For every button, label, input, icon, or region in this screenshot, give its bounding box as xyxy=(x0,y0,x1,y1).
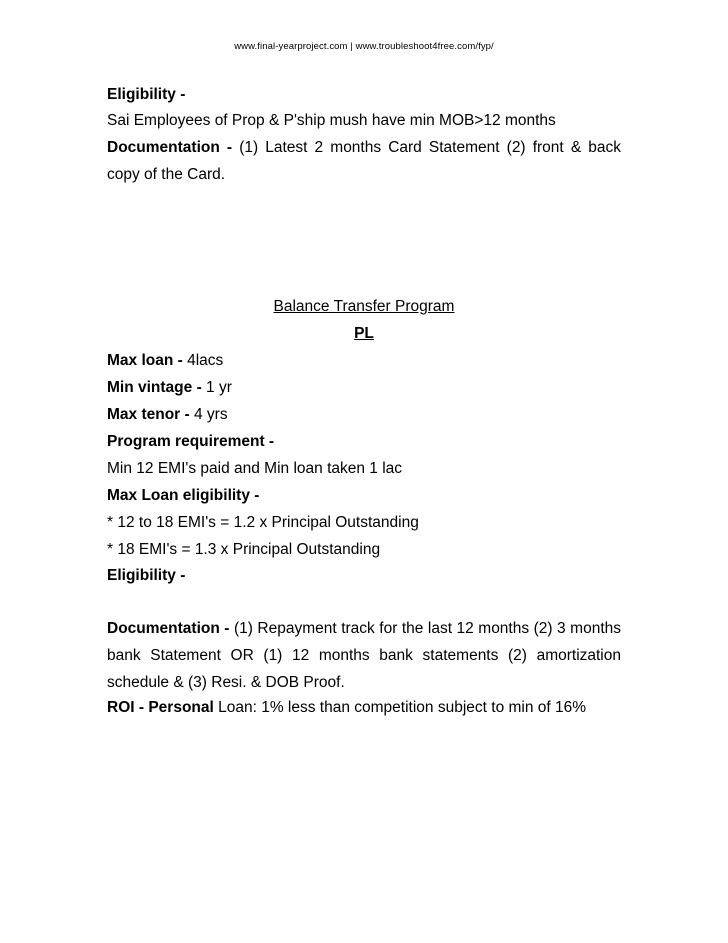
min-vintage-label: Min vintage - xyxy=(107,379,202,396)
documentation2-line-3: schedule & (3) Resi. & DOB Proof. xyxy=(107,674,345,691)
documentation-line-1 xyxy=(107,138,621,158)
page-header-url: www.final-yearproject.com | www.troubleshoot4free.com/fyp/ xyxy=(234,41,494,52)
documentation2-heading: Documentation - xyxy=(107,620,230,637)
max-loan-label: Max loan - xyxy=(107,352,183,369)
roi-text: Loan: 1% less than competition subject to min of 16% xyxy=(218,699,587,716)
max-loan-line xyxy=(107,351,621,371)
eligibility-text: Sai Employees of Prop & P'ship mush have min MOB>12 months xyxy=(107,112,556,129)
eligibility-heading: Eligibility - xyxy=(107,86,186,103)
eligibility-rule-2: * 18 EMI's = 1.3 x Principal Outstanding xyxy=(107,541,381,558)
documentation2-text-1: (1) Repayment track for the last 12 months (2) 3 months xyxy=(233,620,622,637)
documentation-line-2: copy of the Card. xyxy=(107,166,226,183)
max-loan-eligibility-heading: Max Loan eligibility - xyxy=(107,487,260,504)
program-title: Balance Transfer Program xyxy=(273,298,455,315)
program-subtitle: PL xyxy=(354,325,374,342)
program-requirement-text: Min 12 EMI's paid and Min loan taken 1 lac xyxy=(107,460,403,477)
max-loan-value: 4lacs xyxy=(187,352,224,369)
roi-label: ROI - Personal xyxy=(107,699,214,716)
eligibility-heading-2: Eligibility - xyxy=(107,567,186,584)
min-vintage-line xyxy=(107,378,621,398)
max-tenor-line xyxy=(107,405,621,425)
eligibility-rule-1: * 12 to 18 EMI's = 1.2 x Principal Outstanding xyxy=(107,514,419,531)
min-vintage-value: 1 yr xyxy=(206,379,232,396)
documentation2-line-1 xyxy=(107,619,621,639)
max-tenor-label: Max tenor - xyxy=(107,406,190,423)
documentation2-line-2: bank Statement OR (1) 12 months bank statements (2) amortization xyxy=(107,647,621,664)
roi-line xyxy=(107,698,621,718)
max-tenor-value: 4 yrs xyxy=(194,406,228,423)
documentation-text-1: (1) Latest 2 months Card Statement (2) front & back xyxy=(239,139,621,156)
program-requirement-heading: Program requirement - xyxy=(107,433,275,450)
documentation-heading: Documentation - xyxy=(107,139,233,156)
